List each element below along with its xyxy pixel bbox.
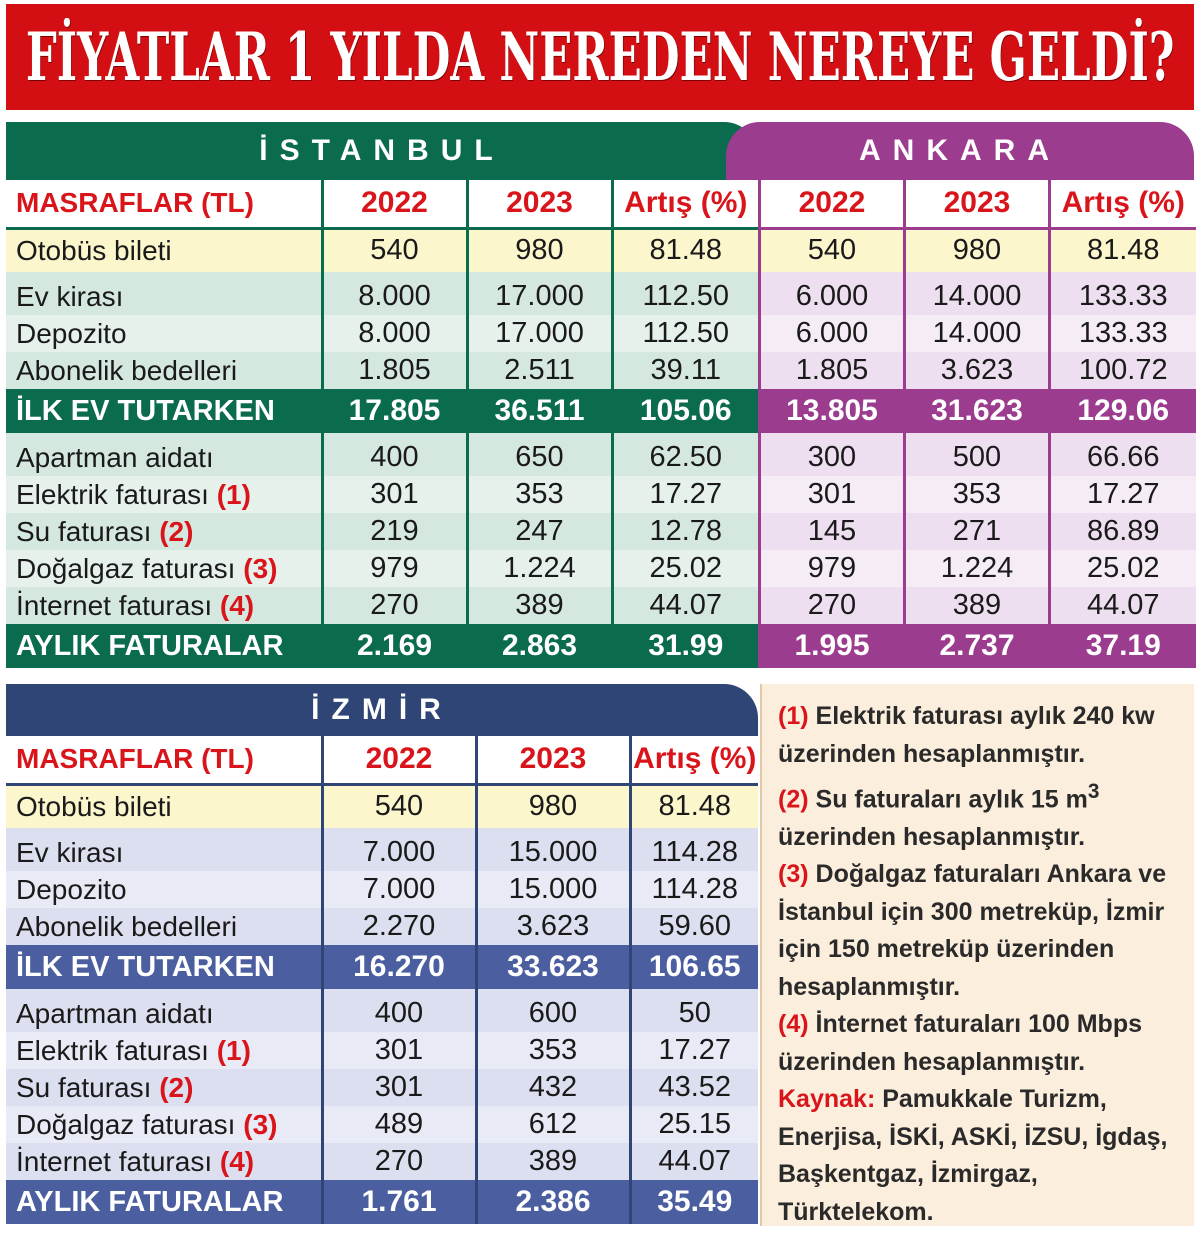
table-cell: 31.623	[905, 389, 1050, 433]
row-label	[6, 389, 322, 433]
table-cell: 43.52	[630, 1069, 758, 1106]
table-cell: 247	[467, 513, 612, 550]
table-cell: 86.89	[1050, 513, 1196, 550]
table-cell: 14.000	[905, 278, 1050, 315]
table-cell: 15.000	[476, 834, 630, 871]
footnote-2	[778, 773, 1184, 856]
table-row	[6, 315, 758, 352]
column-header: Artış (%)	[1050, 180, 1196, 228]
table-cell: 2.169	[322, 624, 467, 668]
table-row	[760, 550, 1196, 587]
table-row	[6, 995, 758, 1032]
row-label	[6, 315, 322, 352]
row-label	[6, 439, 322, 476]
table-row	[760, 352, 1196, 389]
row-label-text: AYLIK FATURALAR	[16, 1185, 284, 1218]
table-cell: 1.224	[467, 550, 612, 587]
table-cell: 13.805	[760, 389, 905, 433]
table-cell: 301	[322, 476, 467, 513]
table-row	[6, 871, 758, 908]
row-label-text: Abonelik bedelleri	[16, 910, 238, 942]
table-cell: 114.28	[630, 834, 758, 871]
table-cell: 219	[322, 513, 467, 550]
table-cell: 35.49	[630, 1180, 758, 1224]
table-cell: 300	[760, 439, 905, 476]
total-row	[760, 389, 1196, 433]
table-cell: 400	[322, 995, 476, 1032]
page-title: FİYATLAR 1 YILDA NEREDEN NEREYE GELDİ?	[25, 18, 1175, 96]
table-cell: 389	[476, 1143, 630, 1180]
table-cell: 66.66	[1050, 439, 1196, 476]
row-label-text: İnternet faturası	[16, 1145, 213, 1177]
table-cell: 432	[476, 1069, 630, 1106]
row-label-text: Depozito	[16, 873, 127, 905]
table-cell: 1.805	[322, 352, 467, 389]
column-header: MASRAFLAR (TL)	[6, 736, 322, 784]
row-label-text: Ev kirası	[16, 836, 124, 868]
table-cell: 17.27	[630, 1032, 758, 1069]
table-cell: 1.761	[322, 1180, 476, 1224]
table-cell: 389	[467, 587, 612, 624]
table-row	[6, 784, 758, 828]
table-row	[6, 352, 758, 389]
table-cell: 1.224	[905, 550, 1050, 587]
izmir-table	[6, 736, 758, 1224]
footnote-number: (2)	[778, 785, 809, 814]
column-header: 2022	[760, 180, 905, 228]
table-cell: 145	[760, 513, 905, 550]
row-label	[6, 1180, 322, 1224]
row-label	[6, 871, 322, 908]
table-header-row	[760, 180, 1196, 228]
table-cell: 612	[476, 1106, 630, 1143]
table-cell: 353	[467, 476, 612, 513]
total-row	[760, 624, 1196, 668]
source-note	[778, 1081, 1184, 1231]
table-cell: 271	[905, 513, 1050, 550]
row-label	[6, 1069, 322, 1106]
total-row	[6, 389, 758, 433]
column-header: 2023	[905, 180, 1050, 228]
table-cell: 112.50	[612, 278, 758, 315]
istanbul-header: İSTANBUL	[6, 122, 758, 180]
row-label-text: Otobüs bileti	[16, 234, 172, 266]
table-cell: 540	[760, 228, 905, 272]
row-label	[6, 834, 322, 871]
table-row	[760, 278, 1196, 315]
row-label-text: İLK EV TUTARKEN	[16, 950, 275, 983]
row-label-text: Elektrik faturası	[16, 1034, 209, 1066]
table-cell: 44.07	[630, 1143, 758, 1180]
table-cell: 980	[905, 228, 1050, 272]
row-label-text: Depozito	[16, 317, 127, 349]
table-row	[760, 513, 1196, 550]
istanbul-table	[6, 180, 758, 668]
table-cell: 105.06	[612, 389, 758, 433]
row-label	[6, 278, 322, 315]
row-label-text: AYLIK FATURALAR	[16, 629, 284, 662]
table-cell: 81.48	[612, 228, 758, 272]
row-label	[6, 624, 322, 668]
footnote-1	[778, 698, 1184, 773]
table-cell: 270	[760, 587, 905, 624]
table-cell: 540	[322, 784, 476, 828]
table-cell: 6.000	[760, 315, 905, 352]
table-cell: 353	[905, 476, 1050, 513]
table-cell: 37.19	[1050, 624, 1196, 668]
total-row	[6, 624, 758, 668]
row-label	[6, 1143, 322, 1180]
table-cell: 33.623	[476, 945, 630, 989]
footnote-ref: (2)	[159, 1071, 194, 1103]
table-cell: 31.99	[612, 624, 758, 668]
table-cell: 106.65	[630, 945, 758, 989]
ankara-header: ANKARA	[726, 122, 1194, 180]
footnote-ref: (1)	[216, 478, 251, 510]
table-row	[6, 1106, 758, 1143]
table-row	[6, 550, 758, 587]
table-cell: 17.27	[1050, 476, 1196, 513]
source-text: Pamukkale Turizm, Enerjisa, İSKİ, ASKİ, İZSU, İgdaş, Başkentgaz, İzmirgaz, Türktelekom.	[778, 1085, 1168, 1226]
column-header: MASRAFLAR (TL)	[6, 180, 322, 228]
table-cell: 270	[322, 587, 467, 624]
column-header: 2022	[322, 180, 467, 228]
row-label	[6, 784, 322, 828]
footnote-ref: (1)	[216, 1034, 251, 1066]
table-row	[6, 834, 758, 871]
footnote-text: üzerinden hesaplanmıştır.	[778, 822, 1086, 851]
table-cell: 979	[322, 550, 467, 587]
table-cell: 17.27	[612, 476, 758, 513]
table-row	[6, 1069, 758, 1106]
column-header: 2022	[322, 736, 476, 784]
table-cell: 17.000	[467, 278, 612, 315]
table-cell: 36.511	[467, 389, 612, 433]
table-cell: 389	[905, 587, 1050, 624]
column-header: Artış (%)	[630, 736, 758, 784]
row-label-text: Su faturası	[16, 1071, 152, 1103]
row-label	[6, 995, 322, 1032]
row-label-text: Doğalgaz faturası	[16, 1108, 236, 1140]
table-header-row	[6, 180, 758, 228]
row-label-text: Otobüs bileti	[16, 790, 172, 822]
table-cell: 44.07	[612, 587, 758, 624]
row-label-text: Doğalgaz faturası	[16, 552, 236, 584]
row-label-text: Apartman aidatı	[16, 997, 214, 1029]
footnote-text: Elektrik faturası aylık 240 kw üzerinden hesaplanmıştır.	[778, 702, 1155, 768]
row-label-text: İnternet faturası	[16, 589, 213, 621]
table-row	[6, 439, 758, 476]
footnotes-panel	[760, 684, 1194, 1226]
table-row	[760, 315, 1196, 352]
table-cell: 81.48	[630, 784, 758, 828]
row-label-text: Elektrik faturası	[16, 478, 209, 510]
table-cell: 133.33	[1050, 315, 1196, 352]
footnote-number: (4)	[778, 1010, 809, 1039]
table-cell: 2.386	[476, 1180, 630, 1224]
row-label-text: Abonelik bedelleri	[16, 354, 238, 386]
table-cell: 301	[322, 1069, 476, 1106]
table-cell: 500	[905, 439, 1050, 476]
row-label	[6, 1106, 322, 1143]
table-header-row	[6, 736, 758, 784]
table-row	[6, 908, 758, 945]
table-row	[6, 278, 758, 315]
footnote-ref: (4)	[219, 589, 255, 621]
footnote-text: Su faturaları aylık 15 m	[815, 785, 1088, 814]
table-cell: 62.50	[612, 439, 758, 476]
column-header: 2023	[467, 180, 612, 228]
total-row	[6, 1180, 758, 1224]
table-cell: 17.000	[467, 315, 612, 352]
column-header: 2023	[476, 736, 630, 784]
row-label	[6, 476, 322, 513]
row-label-text: İLK EV TUTARKEN	[16, 394, 275, 427]
table-cell: 650	[467, 439, 612, 476]
table-cell: 980	[467, 228, 612, 272]
footnote-ref: (2)	[159, 515, 194, 547]
table-row	[6, 228, 758, 272]
table-cell: 540	[322, 228, 467, 272]
row-label	[6, 587, 322, 624]
table-cell: 81.48	[1050, 228, 1196, 272]
table-row	[760, 587, 1196, 624]
footnote-number: (3)	[778, 860, 809, 889]
table-cell: 2.511	[467, 352, 612, 389]
footnote-number: (1)	[778, 702, 809, 730]
table-row	[6, 513, 758, 550]
table-cell: 353	[476, 1032, 630, 1069]
table-cell: 301	[760, 476, 905, 513]
row-label	[6, 550, 322, 587]
table-cell: 8.000	[322, 278, 467, 315]
row-label-text: Ev kirası	[16, 280, 124, 312]
table-cell: 133.33	[1050, 278, 1196, 315]
table-row	[6, 1143, 758, 1180]
table-cell: 2.863	[467, 624, 612, 668]
footnote-ref: (4)	[219, 1145, 255, 1177]
table-cell: 14.000	[905, 315, 1050, 352]
table-cell: 25.15	[630, 1106, 758, 1143]
table-cell: 1.995	[760, 624, 905, 668]
table-cell: 2.737	[905, 624, 1050, 668]
table-cell: 25.02	[612, 550, 758, 587]
table-cell: 25.02	[1050, 550, 1196, 587]
footnote-4	[778, 1006, 1184, 1081]
table-row	[6, 476, 758, 513]
table-cell: 15.000	[476, 871, 630, 908]
row-label	[6, 1032, 322, 1069]
row-label-text: Apartman aidatı	[16, 441, 214, 473]
table-cell: 7.000	[322, 834, 476, 871]
row-label-text: Su faturası	[16, 515, 152, 547]
table-row	[760, 228, 1196, 272]
table-row	[760, 476, 1196, 513]
title-banner	[6, 4, 1194, 110]
table-cell: 489	[322, 1106, 476, 1143]
table-cell: 44.07	[1050, 587, 1196, 624]
table-cell: 16.270	[322, 945, 476, 989]
table-row	[760, 439, 1196, 476]
footnote-ref: (3)	[243, 1108, 278, 1140]
table-cell: 114.28	[630, 871, 758, 908]
table-cell: 980	[476, 784, 630, 828]
table-cell: 8.000	[322, 315, 467, 352]
table-cell: 979	[760, 550, 905, 587]
row-label	[6, 945, 322, 989]
column-header: Artış (%)	[612, 180, 758, 228]
table-cell: 3.623	[476, 908, 630, 945]
source-label: Kaynak:	[778, 1085, 876, 1114]
table-cell: 112.50	[612, 315, 758, 352]
table-cell: 100.72	[1050, 352, 1196, 389]
table-cell: 270	[322, 1143, 476, 1180]
table-cell: 1.805	[760, 352, 905, 389]
table-cell: 6.000	[760, 278, 905, 315]
row-label	[6, 228, 322, 272]
table-cell: 400	[322, 439, 467, 476]
table-cell: 2.270	[322, 908, 476, 945]
table-cell: 600	[476, 995, 630, 1032]
table-cell: 7.000	[322, 871, 476, 908]
table-row	[6, 1032, 758, 1069]
row-label	[6, 352, 322, 389]
footnote-3	[778, 856, 1184, 1006]
footnote-ref: (3)	[243, 552, 278, 584]
row-label	[6, 513, 322, 550]
table-cell: 301	[322, 1032, 476, 1069]
footnote-text: İnternet faturaları 100 Mbps üzerinden hesaplanmıştır.	[778, 1010, 1142, 1076]
row-label	[6, 908, 322, 945]
table-cell: 3.623	[905, 352, 1050, 389]
izmir-header: İZMİR	[6, 684, 758, 736]
footnote-superscript: 3	[1087, 780, 1100, 803]
total-row	[6, 945, 758, 989]
table-cell: 39.11	[612, 352, 758, 389]
ankara-table	[758, 180, 1196, 668]
table-cell: 17.805	[322, 389, 467, 433]
table-cell: 12.78	[612, 513, 758, 550]
table-row	[6, 587, 758, 624]
table-cell: 50	[630, 995, 758, 1032]
footnote-text: Doğalgaz faturaları Ankara ve İstanbul için 300 metreküp, İzmir için 150 metreküp üzerinden hesaplanmıştır.	[778, 860, 1167, 1001]
table-cell: 59.60	[630, 908, 758, 945]
table-cell: 129.06	[1050, 389, 1196, 433]
